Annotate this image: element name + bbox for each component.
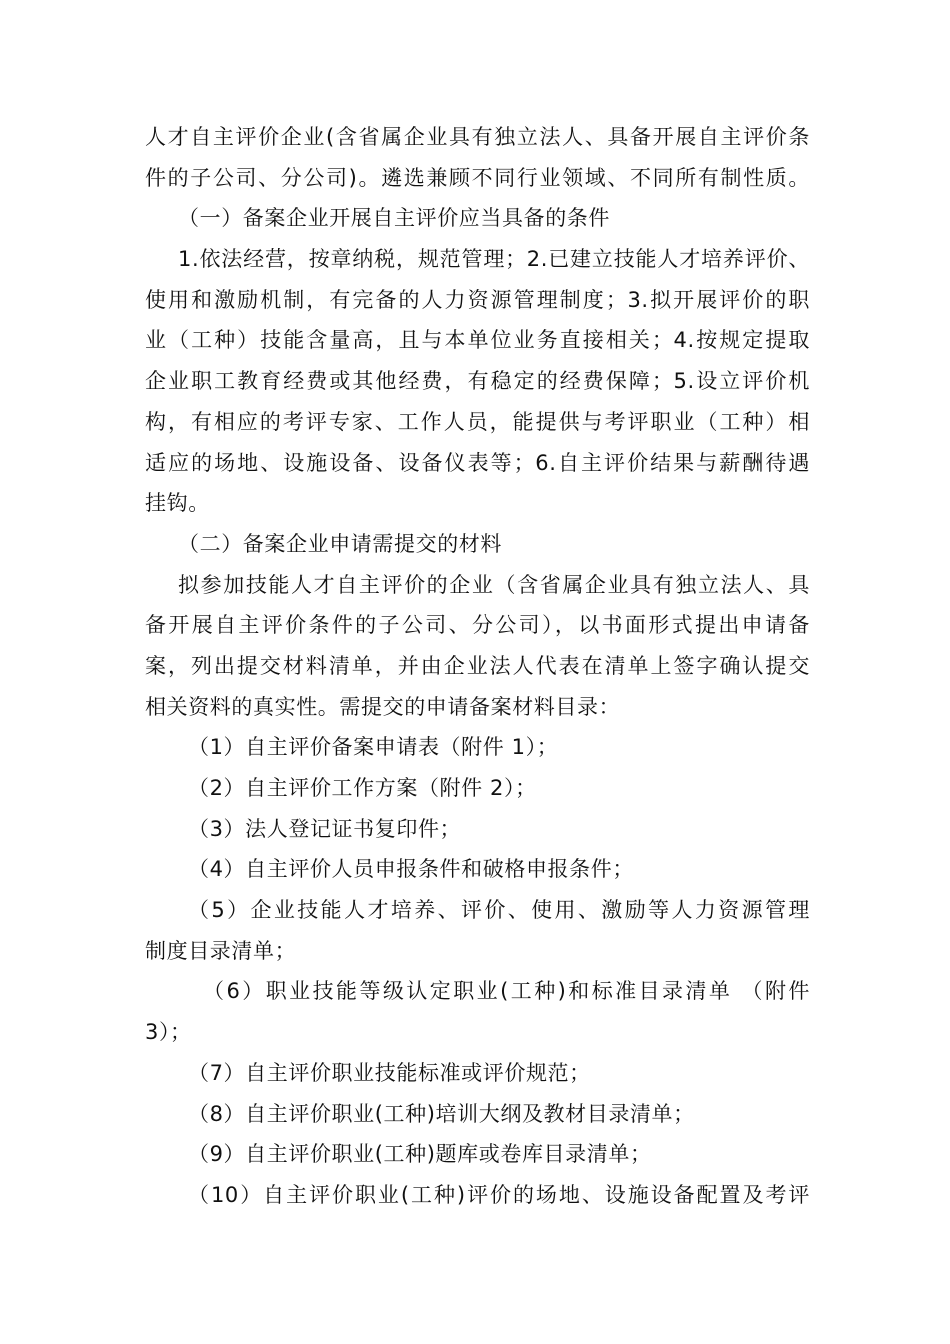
paragraph-line: 件的子公司、分公司)。遴选兼顾不同行业领域、不同所有制性质。 [145, 165, 810, 190]
paragraph-line: 使用和激励机制，有完备的人力资源管理制度；3.拟开展评价的职 [145, 287, 810, 312]
list-item: （2）自主评价工作方案（附件 2）； [188, 776, 537, 800]
paragraph-line: 相关资料的真实性。需提交的申请备案材料目录： [145, 694, 621, 719]
paragraph-line: 人才自主评价企业(含省属企业具有独立法人、具备开展自主评价条 [145, 125, 810, 149]
paragraph-line: 构，有相应的考评专家、工作人员，能提供与考评职业（工种）相 [145, 409, 810, 434]
list-item: （8）自主评价职业(工种)培训大纲及教材目录清单； [188, 1101, 695, 1126]
list-item-continuation: 3）； [145, 1020, 192, 1045]
paragraph-line: 挂钩。 [145, 491, 210, 516]
list-item: （10）自主评价职业(工种)评价的场地、设施设备配置及考评 [188, 1182, 810, 1207]
list-item: （4）自主评价人员申报条件和破格申报条件； [188, 857, 634, 882]
list-item: （5）企业技能人才培养、评价、使用、激励等人力资源管理 [188, 898, 810, 923]
paragraph-line: 1.依法经营，按章纳税，规范管理；2.已建立技能人才培养评价、 [178, 247, 810, 272]
list-item: （1）自主评价备案申请表（附件 1）； [188, 735, 559, 760]
document-body [145, 117, 810, 1216]
paragraph-line: 适应的场地、设施设备、设备仪表等；6.自主评价结果与薪酬待遇 [145, 450, 810, 475]
paragraph-line: 拟参加技能人才自主评价的企业（含省属企业具有独立法人、具 [178, 572, 810, 597]
section-heading-2: （二）备案企业申请需提交的材料 [178, 531, 502, 556]
list-item: （7）自主评价职业技能标准或评价规范； [188, 1060, 591, 1085]
paragraph-line: 备开展自主评价条件的子公司、分公司），以书面形式提出申请备 [145, 613, 810, 638]
paragraph-line: 案，列出提交材料清单，并由企业法人代表在清单上签字确认提交 [145, 653, 810, 678]
list-item: （6）职业技能等级认定职业(工种)和标准目录清单 （附件 [203, 979, 810, 1004]
paragraph-line: 业（工种）技能含量高，且与本单位业务直接相关；4.按规定提取 [145, 328, 810, 353]
paragraph-line: 企业职工教育经费或其他经费，有稳定的经费保障；5.设立评价机 [145, 369, 810, 394]
list-item: （3）法人登记证书复印件； [188, 816, 462, 841]
section-heading-1: （一）备案企业开展自主评价应当具备的条件 [178, 206, 610, 231]
list-item: （9）自主评价职业(工种)题库或卷库目录清单； [188, 1142, 652, 1167]
list-item-continuation: 制度目录清单； [145, 938, 297, 963]
